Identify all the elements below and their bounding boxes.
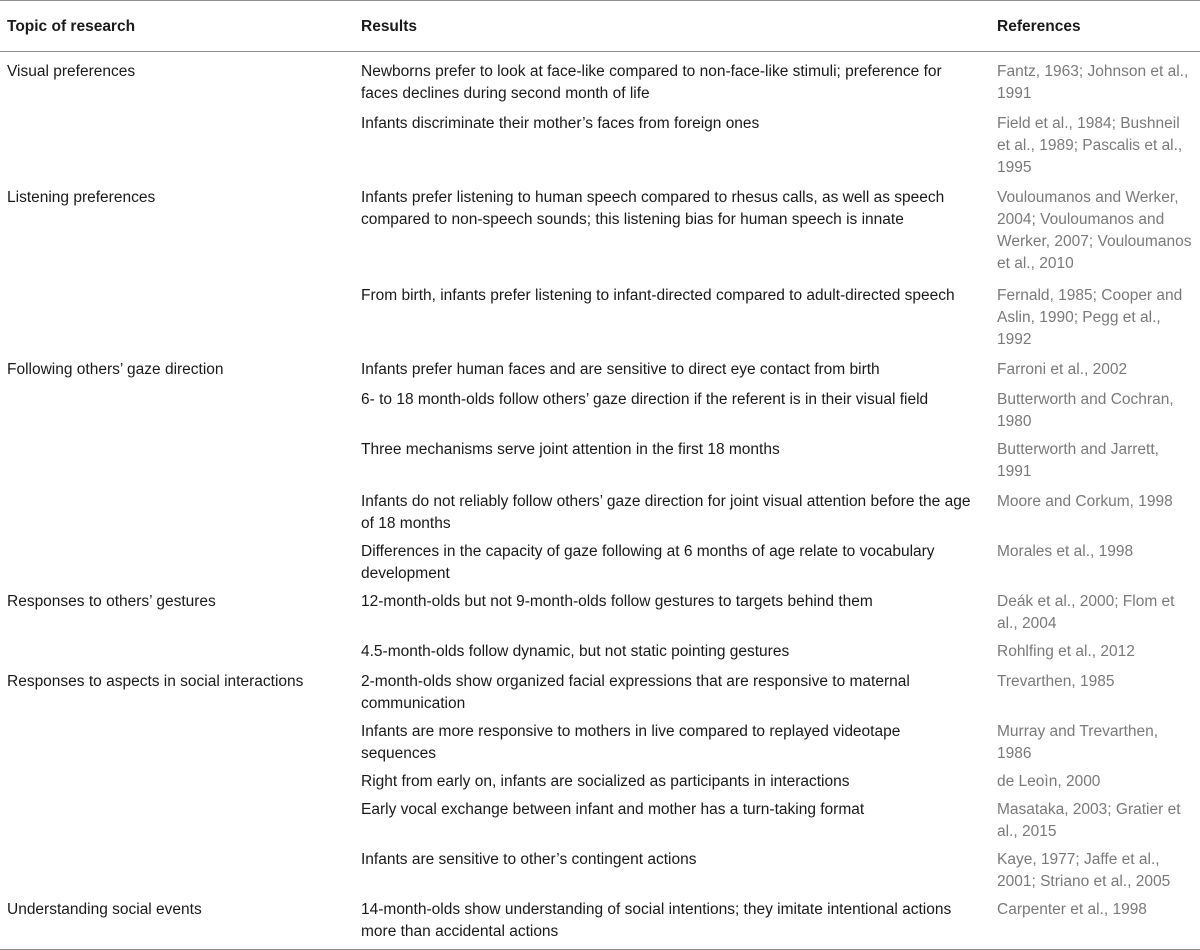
references-cell: Fernald, 1985; Cooper and Aslin, 1990; Pegg et al., 1992 <box>997 287 1183 348</box>
table-row <box>0 52 1200 110</box>
references-cell: Moore and Corkum, 1998 <box>997 493 1173 510</box>
table-row <box>0 767 1200 795</box>
table-row <box>0 109 1200 183</box>
topic-cell: Listening preferences <box>7 189 156 206</box>
result-cell: 12-month-olds but not 9-month-olds follow gestures to targets behind them <box>361 593 873 610</box>
result-cell: Infants prefer human faces and are sensitive to direct eye contact from birth <box>361 361 880 378</box>
result-cell: 6- to 18 month-olds follow others’ gaze direction if the referent is in their visual field <box>361 391 929 408</box>
topic-cell: Responses to others’ gestures <box>7 593 216 610</box>
table-row <box>0 795 1200 845</box>
table-row <box>0 487 1200 537</box>
result-cell: Newborns prefer to look at face-like compared to non-face-like stimuli; preference for faces declines during second month of life <box>361 63 942 102</box>
references-cell: Masataka, 2003; Gratier et al., 2015 <box>997 801 1181 840</box>
result-cell: 2-month-olds show organized facial expressions that are responsive to maternal communication <box>361 673 910 712</box>
topic-cell <box>0 795 361 845</box>
references-cell: Trevarthen, 1985 <box>997 673 1115 690</box>
references-cell: Fantz, 1963; Johnson et al., 1991 <box>997 63 1189 102</box>
result-cell: Right from early on, infants are socialized as participants in interactions <box>361 773 850 790</box>
topic-cell <box>0 487 361 537</box>
result-cell: From birth, infants prefer listening to infant-directed compared to adult-directed speech <box>361 287 955 304</box>
table-row <box>0 895 1200 950</box>
references-cell: Farroni et al., 2002 <box>997 361 1128 378</box>
topic-cell <box>0 845 361 895</box>
result-cell: Infants are sensitive to other’s contingent actions <box>361 851 697 868</box>
table-row <box>0 355 1200 385</box>
result-cell: Differences in the capacity of gaze following at 6 months of age relate to vocabulary development <box>361 543 935 582</box>
table-row <box>0 281 1200 355</box>
references-cell: Deák et al., 2000; Flom et al., 2004 <box>997 593 1175 632</box>
references-cell: Vouloumanos and Werker, 2004; Vouloumanos and Werker, 2007; Vouloumanos et al., 2010 <box>997 189 1192 272</box>
result-cell: Infants are more responsive to mothers in live compared to replayed videotape sequences <box>361 723 901 762</box>
references-cell: Morales et al., 1998 <box>997 543 1134 560</box>
references-cell: Field et al., 1984; Bushneil et al., 1989; Pascalis et al., 1995 <box>997 115 1183 176</box>
table-row <box>0 717 1200 767</box>
table-row <box>0 385 1200 435</box>
table-row <box>0 435 1200 487</box>
header-references: References <box>997 1 1200 52</box>
table-row <box>0 845 1200 895</box>
result-cell: Early vocal exchange between infant and mother has a turn-taking format <box>361 801 865 818</box>
result-cell: Infants do not reliably follow others’ gaze direction for joint visual attention before the age of 18 months <box>361 493 971 532</box>
table-header <box>0 1 1200 52</box>
topic-cell <box>0 767 361 795</box>
references-cell: Rohlfing et al., 2012 <box>997 643 1135 660</box>
topic-cell: Understanding social events <box>0 895 361 950</box>
result-cell: Infants prefer listening to human speech compared to rhesus calls, as well as speech compared to non-speech sounds; this listening bias for human speech is innate <box>361 189 945 228</box>
result-cell: Infants discriminate their mother’s faces from foreign ones <box>361 115 760 132</box>
references-cell: Carpenter et al., 1998 <box>997 895 1200 950</box>
references-cell: Murray and Trevarthen, 1986 <box>997 723 1159 762</box>
topic-cell <box>0 281 361 355</box>
table-row <box>0 537 1200 587</box>
topic-cell: Responses to aspects in social interactions <box>7 673 304 690</box>
topic-cell: Visual preferences <box>7 63 136 80</box>
topic-cell <box>0 537 361 587</box>
topic-cell <box>0 109 361 183</box>
result-cell: 4.5-month-olds follow dynamic, but not static pointing gestures <box>361 643 790 660</box>
result-cell: Three mechanisms serve joint attention in the first 18 months <box>361 441 780 458</box>
header-topic: Topic of research <box>0 1 361 52</box>
references-cell: Butterworth and Jarrett, 1991 <box>997 441 1159 480</box>
table-body <box>0 52 1200 950</box>
table-row <box>0 183 1200 281</box>
references-cell: Kaye, 1977; Jaffe et al., 2001; Striano et al., 2005 <box>997 851 1171 890</box>
header-row <box>0 1 1200 52</box>
topic-cell <box>0 717 361 767</box>
topic-cell: Following others’ gaze direction <box>7 361 224 378</box>
references-cell: Butterworth and Cochran, 1980 <box>997 391 1174 430</box>
topic-cell <box>0 637 361 667</box>
table-row <box>0 667 1200 717</box>
result-cell: 14-month-olds show understanding of social intentions; they imitate intentional actions more than accidental actions <box>361 895 997 950</box>
references-cell: de Leoìn, 2000 <box>997 773 1101 790</box>
topic-cell <box>0 435 361 487</box>
table-row <box>0 587 1200 637</box>
table-row <box>0 637 1200 667</box>
topic-cell <box>0 385 361 435</box>
header-results: Results <box>361 1 997 52</box>
